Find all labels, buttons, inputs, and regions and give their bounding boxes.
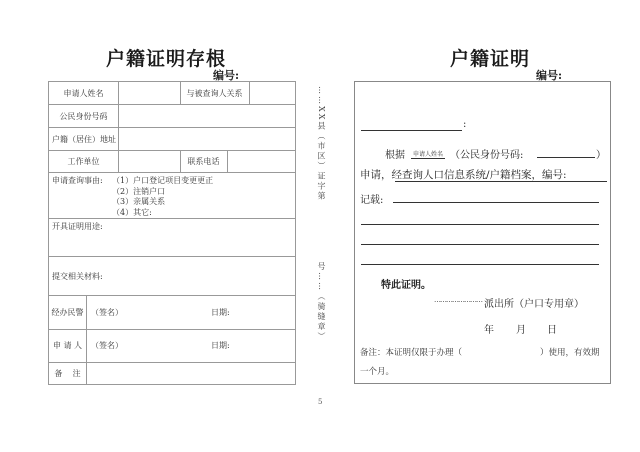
relation-label: 与被查询人关系 [186,88,243,98]
applicant-signature[interactable]: （签名） [91,341,123,350]
id-number-inline-field[interactable] [537,157,595,158]
record-line-4[interactable] [361,264,599,265]
record-line-2[interactable] [361,224,599,225]
query-statement-underline [395,181,607,182]
seam-top-text: ……XX县（市区）证字第 [317,86,326,202]
id-number-label: 公民身份号码 [59,111,108,121]
reason-option-4[interactable]: （4）其它: [112,208,152,217]
date-day: 日 [547,325,557,336]
remarks-label: 备 注 [54,369,81,378]
address-label: 户籍（居住）地址 [52,134,116,144]
addressee-colon: : [463,119,467,130]
remarks-field[interactable] [87,362,296,385]
note-part-3: 一个月。 [360,367,395,377]
stub-title: 户籍证明存根 [106,48,227,70]
reason-option-1[interactable]: （1）户口登记项目变更更正 [112,176,214,185]
purpose-label: 开具证明用途: [52,222,103,231]
workplace-label: 工作单位 [67,156,100,166]
note-purpose-field[interactable] [474,344,534,356]
record-line-1[interactable] [393,202,599,203]
query-statement: 申请，经查询人口信息系统/户籍档案，编号: [360,169,567,181]
closing-text: 特此证明。 [381,280,431,291]
reason-option-3[interactable]: （3）亲属关系 [112,197,166,206]
applicant-label: 申 请 人 [52,341,83,350]
basis-prefix: 根据 [385,150,405,161]
officer-date[interactable]: 日期: [211,307,230,317]
note-part-2: ）使用，有效期 [540,348,600,358]
reason-label: 申请查询事由: [52,176,103,185]
applicant-name-label: 申请人姓名 [63,88,104,98]
purpose-field[interactable] [49,232,296,256]
date-year: 年 [484,325,494,336]
phone-label: 联系电话 [187,156,220,166]
id-number-inline-label: （公民身份号码: [450,150,524,161]
relation-field[interactable] [250,82,296,104]
record-label: 记载: [360,195,384,206]
addressee-field[interactable] [361,130,462,131]
stub-table [48,81,296,385]
station-name-field[interactable]: …………………… [434,296,482,304]
seam-bottom-text: 号……（骑缝章） [317,262,326,342]
note-part-1: 备注：本证明仅限于办理（ [360,348,463,358]
page-number: 5 [318,398,323,406]
certificate-serial-label: 编号: [536,69,563,82]
id-number-close: ） [596,150,606,161]
address-field[interactable] [119,128,296,150]
workplace-field[interactable] [119,150,179,172]
phone-field[interactable] [228,150,296,172]
date-month: 月 [516,325,526,336]
officer-label: 经办民警 [51,307,84,317]
id-number-field[interactable] [119,105,296,127]
record-line-3[interactable] [361,244,599,245]
officer-signature[interactable]: （签名） [91,307,123,317]
applicant-date[interactable]: 日期: [211,341,230,350]
stub-serial-label: 编号: [213,69,240,82]
applicant-name-field[interactable] [119,82,179,104]
reason-option-2[interactable]: （2）注销户口 [112,187,166,196]
certificate-title: 户籍证明 [450,48,531,70]
materials-label: 提交相关材料: [52,272,103,281]
certificate-box [354,81,611,384]
applicant-name-inline[interactable]: 申请人姓名 [413,151,444,158]
station-stamp-label: 派出所（户口专用章） [484,299,584,310]
